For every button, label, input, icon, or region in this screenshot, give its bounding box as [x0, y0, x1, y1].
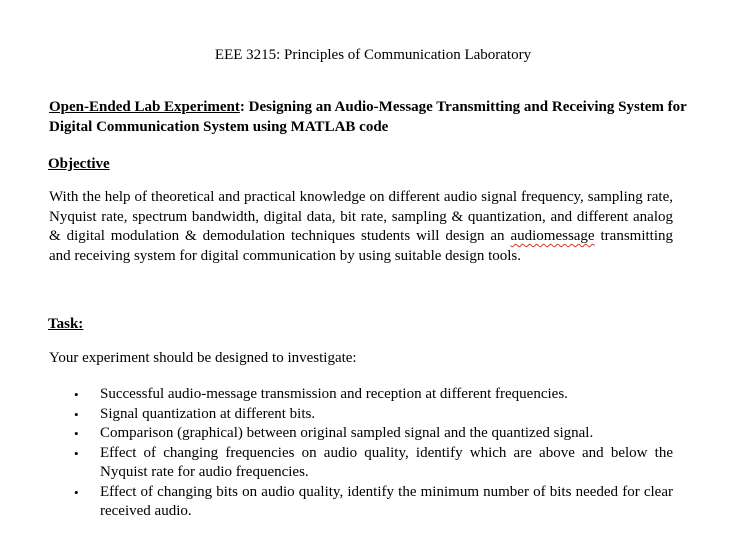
bullet-icon: •: [74, 426, 79, 441]
task-heading: Task:: [48, 316, 84, 332]
task-list: [49, 385, 673, 522]
document-title: [49, 97, 689, 137]
title-rest: : Designing an Audio-Message Transmitting and Receiving System for Digital Communication System using MATLAB code: [49, 99, 687, 135]
objective-heading: Objective: [48, 156, 110, 172]
list-item: [49, 385, 673, 405]
bullet-icon: •: [74, 484, 79, 500]
list-item: [49, 444, 673, 483]
bullet-icon: •: [74, 406, 79, 422]
spelling-flagged-word: audiomessage: [510, 228, 595, 244]
list-item-text: Successful audio-message transmission and reception at different frequencies.: [100, 386, 568, 402]
bullet-icon: •: [74, 387, 79, 402]
list-item-text: Effect of changing frequencies on audio quality, identify which are above and below the Nyquist rate for audio frequencies.: [100, 444, 673, 480]
list-item: [49, 424, 673, 444]
task-intro: Your experiment should be designed to investigate:: [49, 350, 357, 366]
objective-text-after: transmitting and receiving system for digital communication by using suitable design tools.: [49, 228, 673, 264]
list-item: [49, 483, 673, 522]
bullet-icon: •: [74, 445, 79, 461]
title-prefix: Open-Ended Lab Experiment: [49, 99, 240, 115]
list-item-text: Comparison (graphical) between original sampled signal and the quantized signal.: [100, 425, 594, 441]
course-header: EEE 3215: Principles of Communication Laboratory: [214, 47, 532, 63]
objective-paragraph: [49, 188, 673, 266]
list-item-text: Signal quantization at different bits.: [100, 405, 316, 422]
list-item-text: Effect of changing bits on audio quality, identify the minimum number of bits needed for clear received audio.: [100, 483, 673, 519]
objective-text-before: With the help of theoretical and practical knowledge on different audio signal frequency, sampling rate, Nyquist rate, spectrum bandwidth, digital data, bit rate, sampling & quantization, and different analog & digital modulation & demodulation techniques students will design an: [49, 189, 673, 244]
list-item: [49, 405, 673, 425]
